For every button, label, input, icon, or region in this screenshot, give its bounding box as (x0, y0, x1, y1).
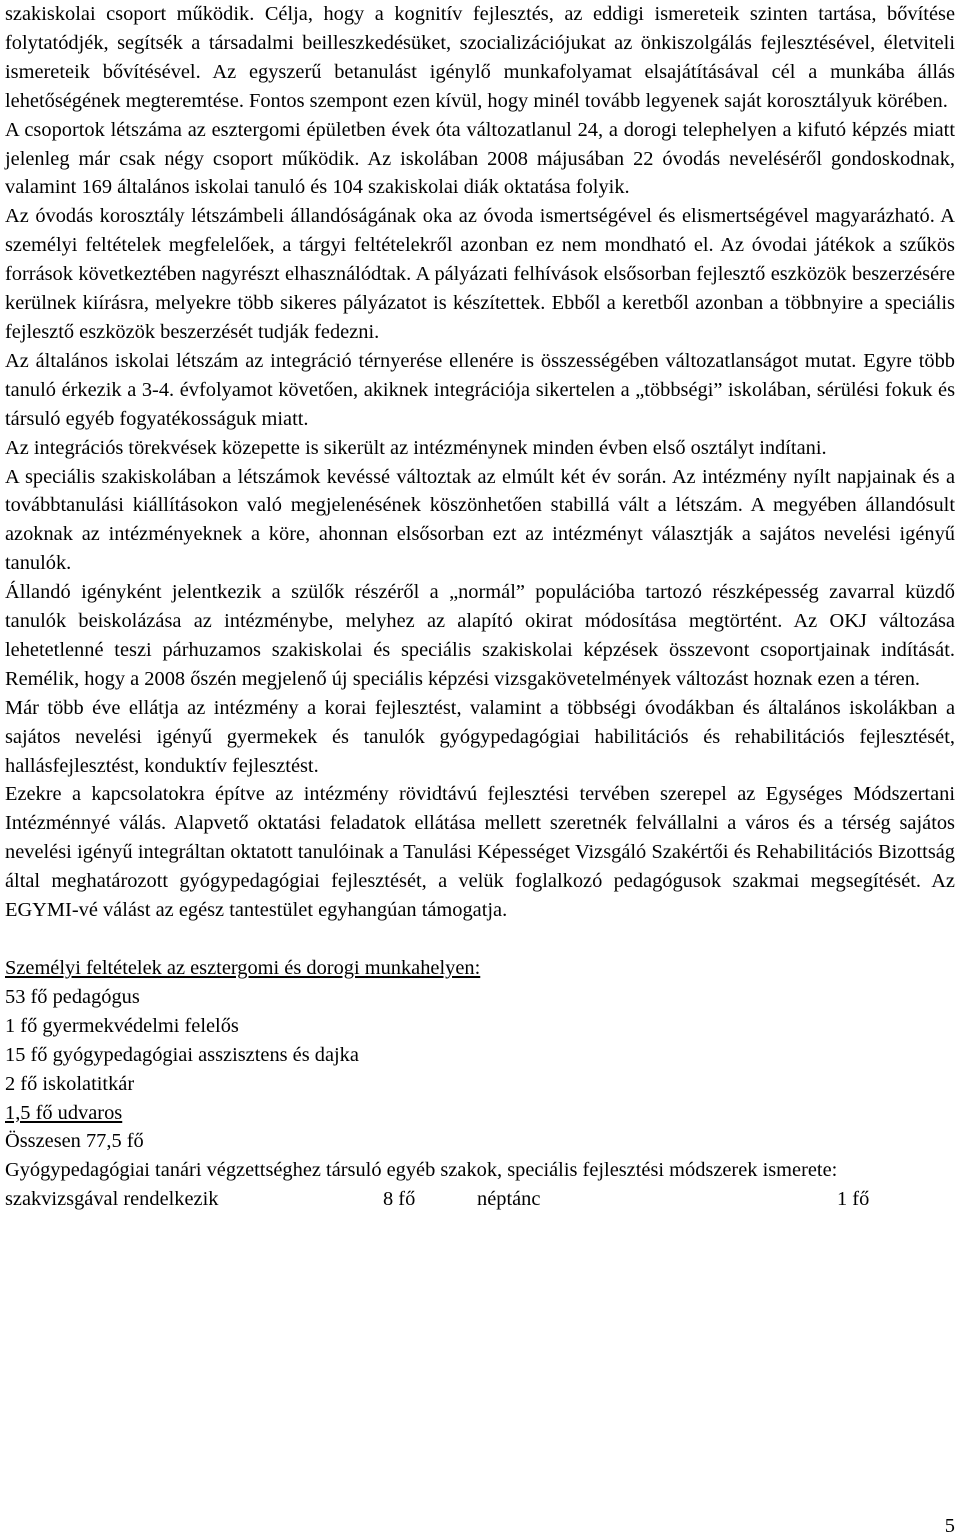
paragraph-parent-demand: Állandó igényként jelentkezik a szülők részéről a „normál” populációba tartozó részképesség zavarral küzdő tanulók beiskolázása az intézménybe, melyhez az alapító okirat módosítása megtörtént. Az OKJ változása lehetetlenné teszi párhuzamos szakiskolai és speciális szakiskolai képzések összevont csoportjainak indítását. Remélik, hogy a 2008 őszén megjelenő új speciális képzési vizsgakövetelmények változást hoznak ezen a téren. (5, 581, 955, 690)
paragraph-early-development: Már több éve ellátja az intézmény a korai fejlesztést, valamint a többségi óvodákban és általános iskolákban a sajátos nevelési igényű gyermekek és tanulók gyógypedagógiai habilitációs és rehabilitációs fejlesztését, hallásfejlesztést, konduktív fejlesztést. (5, 696, 955, 777)
qualification-item-2: néptánc (477, 1188, 541, 1211)
staff-line-assistants: 15 fő gyógypedagógiai asszisztens és dajka (5, 1043, 359, 1066)
page-number: 5 (944, 1515, 955, 1537)
staff-line-child-protection: 1 fő gyermekvédelmi felelős (5, 1014, 239, 1037)
qualifications-row (5, 1185, 955, 1214)
qualification-count-1: 8 fő (383, 1188, 416, 1211)
staff-line-teachers: 53 fő pedagógus (5, 985, 140, 1008)
paragraph-special-vocational: A speciális szakiskolában a létszámok kevéssé változtak az elmúlt két év során. Az intézmény nyílt napjainak és a továbbtanulási kiállításokon való megjelenésének köszönhetően stabillá vált a létszám. A megyében állandósult azoknak az intézményeknek a köre, ahonnan elsősorban ezt az intézményt választják a sajátos nevelési igényű tanulók. (5, 465, 955, 575)
qualifications-intro: Gyógypedagógiai tanári végzettséghez társuló egyéb szakok, speciális fejlesztési módszerek ismerete: (5, 1159, 838, 1182)
qualification-count-2: 1 fő (837, 1188, 870, 1211)
paragraph-egymi: Ezekre a kapcsolatokra építve az intézmény rövidtávú fejlesztési tervében szerepel az Egységes Módszertani Intézménnyé válás. Alapvető oktatási feladatok ellátása mellett szeretnék felvállalni a város és a térség sajátos nevelési igényű integráltan oktatott tanulóinak a Tanulási Képességet Vizsgáló Szakértői és Rehabilitációs Bizottság által meghatározott gyógypedagógiai fejlesztését, a velük foglalkozó pedagógusok szakmai megsegítését. Az EGYMI-vé válást az egész tantestület egyhangúan támogatja. (5, 783, 955, 922)
staff-line-caretaker: 1,5 fő udvaros (5, 1101, 123, 1124)
blank-line (5, 925, 955, 954)
staff-heading: Személyi feltételek az esztergomi és dorogi munkahelyen: (5, 957, 481, 979)
paragraph-goals: szakiskolai csoport működik. Célja, hogy a kognitív fejlesztés, az eddigi ismereteik szinten tartása, bővítése folytatódjék, segítsék a társadalmi beilleszkedésüket, szocializációjukat az önkiszolgálás fejlesztésével, életviteli ismereteik bővítésével. Az egyszerű betanulást igénylő munkafolyamat elsajátításával cél a munkába állás lehetőségének megteremtése. Fontos szempont ezen kívül, hogy minél tovább legyenek saját korosztályuk körében. (5, 3, 955, 112)
paragraph-integration: Az integrációs törekvések közepette is sikerült az intézménynek minden évben első osztályt indítani. (5, 436, 827, 459)
staff-line-secretaries: 2 fő iskolatitkár (5, 1072, 135, 1095)
paragraph-group-sizes: A csoportok létszáma az esztergomi épületben évek óta változatlanul 24, a dorogi telephelyen a kifutó képzés miatt jelenleg már csak négy csoport működik. Az iskolában 2008 májusában 22 óvodás neveléséről gondoskodnak, valamint 169 általános iskolai tanuló és 104 szakiskolai diák oktatása folyik. (5, 118, 955, 199)
paragraph-primary-school: Az általános iskolai létszám az integráció térnyerése ellenére is összességében változatlanságot mutat. Egyre több tanuló érkezik a 3-4. évfolyamot követően, akiknek integrációja sikertelen a „többségi” iskolában, sérülési fokuk és társuló egyéb fogyatékosságuk miatt. (5, 349, 955, 430)
qualification-item-1: szakvizsgával rendelkezik (5, 1188, 219, 1211)
staff-total: Összesen 77,5 fő (5, 1130, 144, 1153)
paragraph-kindergarten: Az óvodás korosztály létszámbeli állandóságának oka az óvoda ismertségével és elismertségével magyarázható. A személyi feltételek megfelelőek, a tárgyi feltételekről azonban ez nem mondható el. Az óvodai játékok a szűkös források következtében nagyrészt elhasználódtak. A pályázati felhívások elsősorban fejlesztő eszközök beszerzésére kerülnek kiírásra, melyekre több sikeres pályázatot is készítettek. Ebből a keretből azonban a többnyire a speciális fejlesztő eszközök beszerzését tudják fedezni. (5, 205, 955, 343)
document-page (5, 0, 955, 1214)
